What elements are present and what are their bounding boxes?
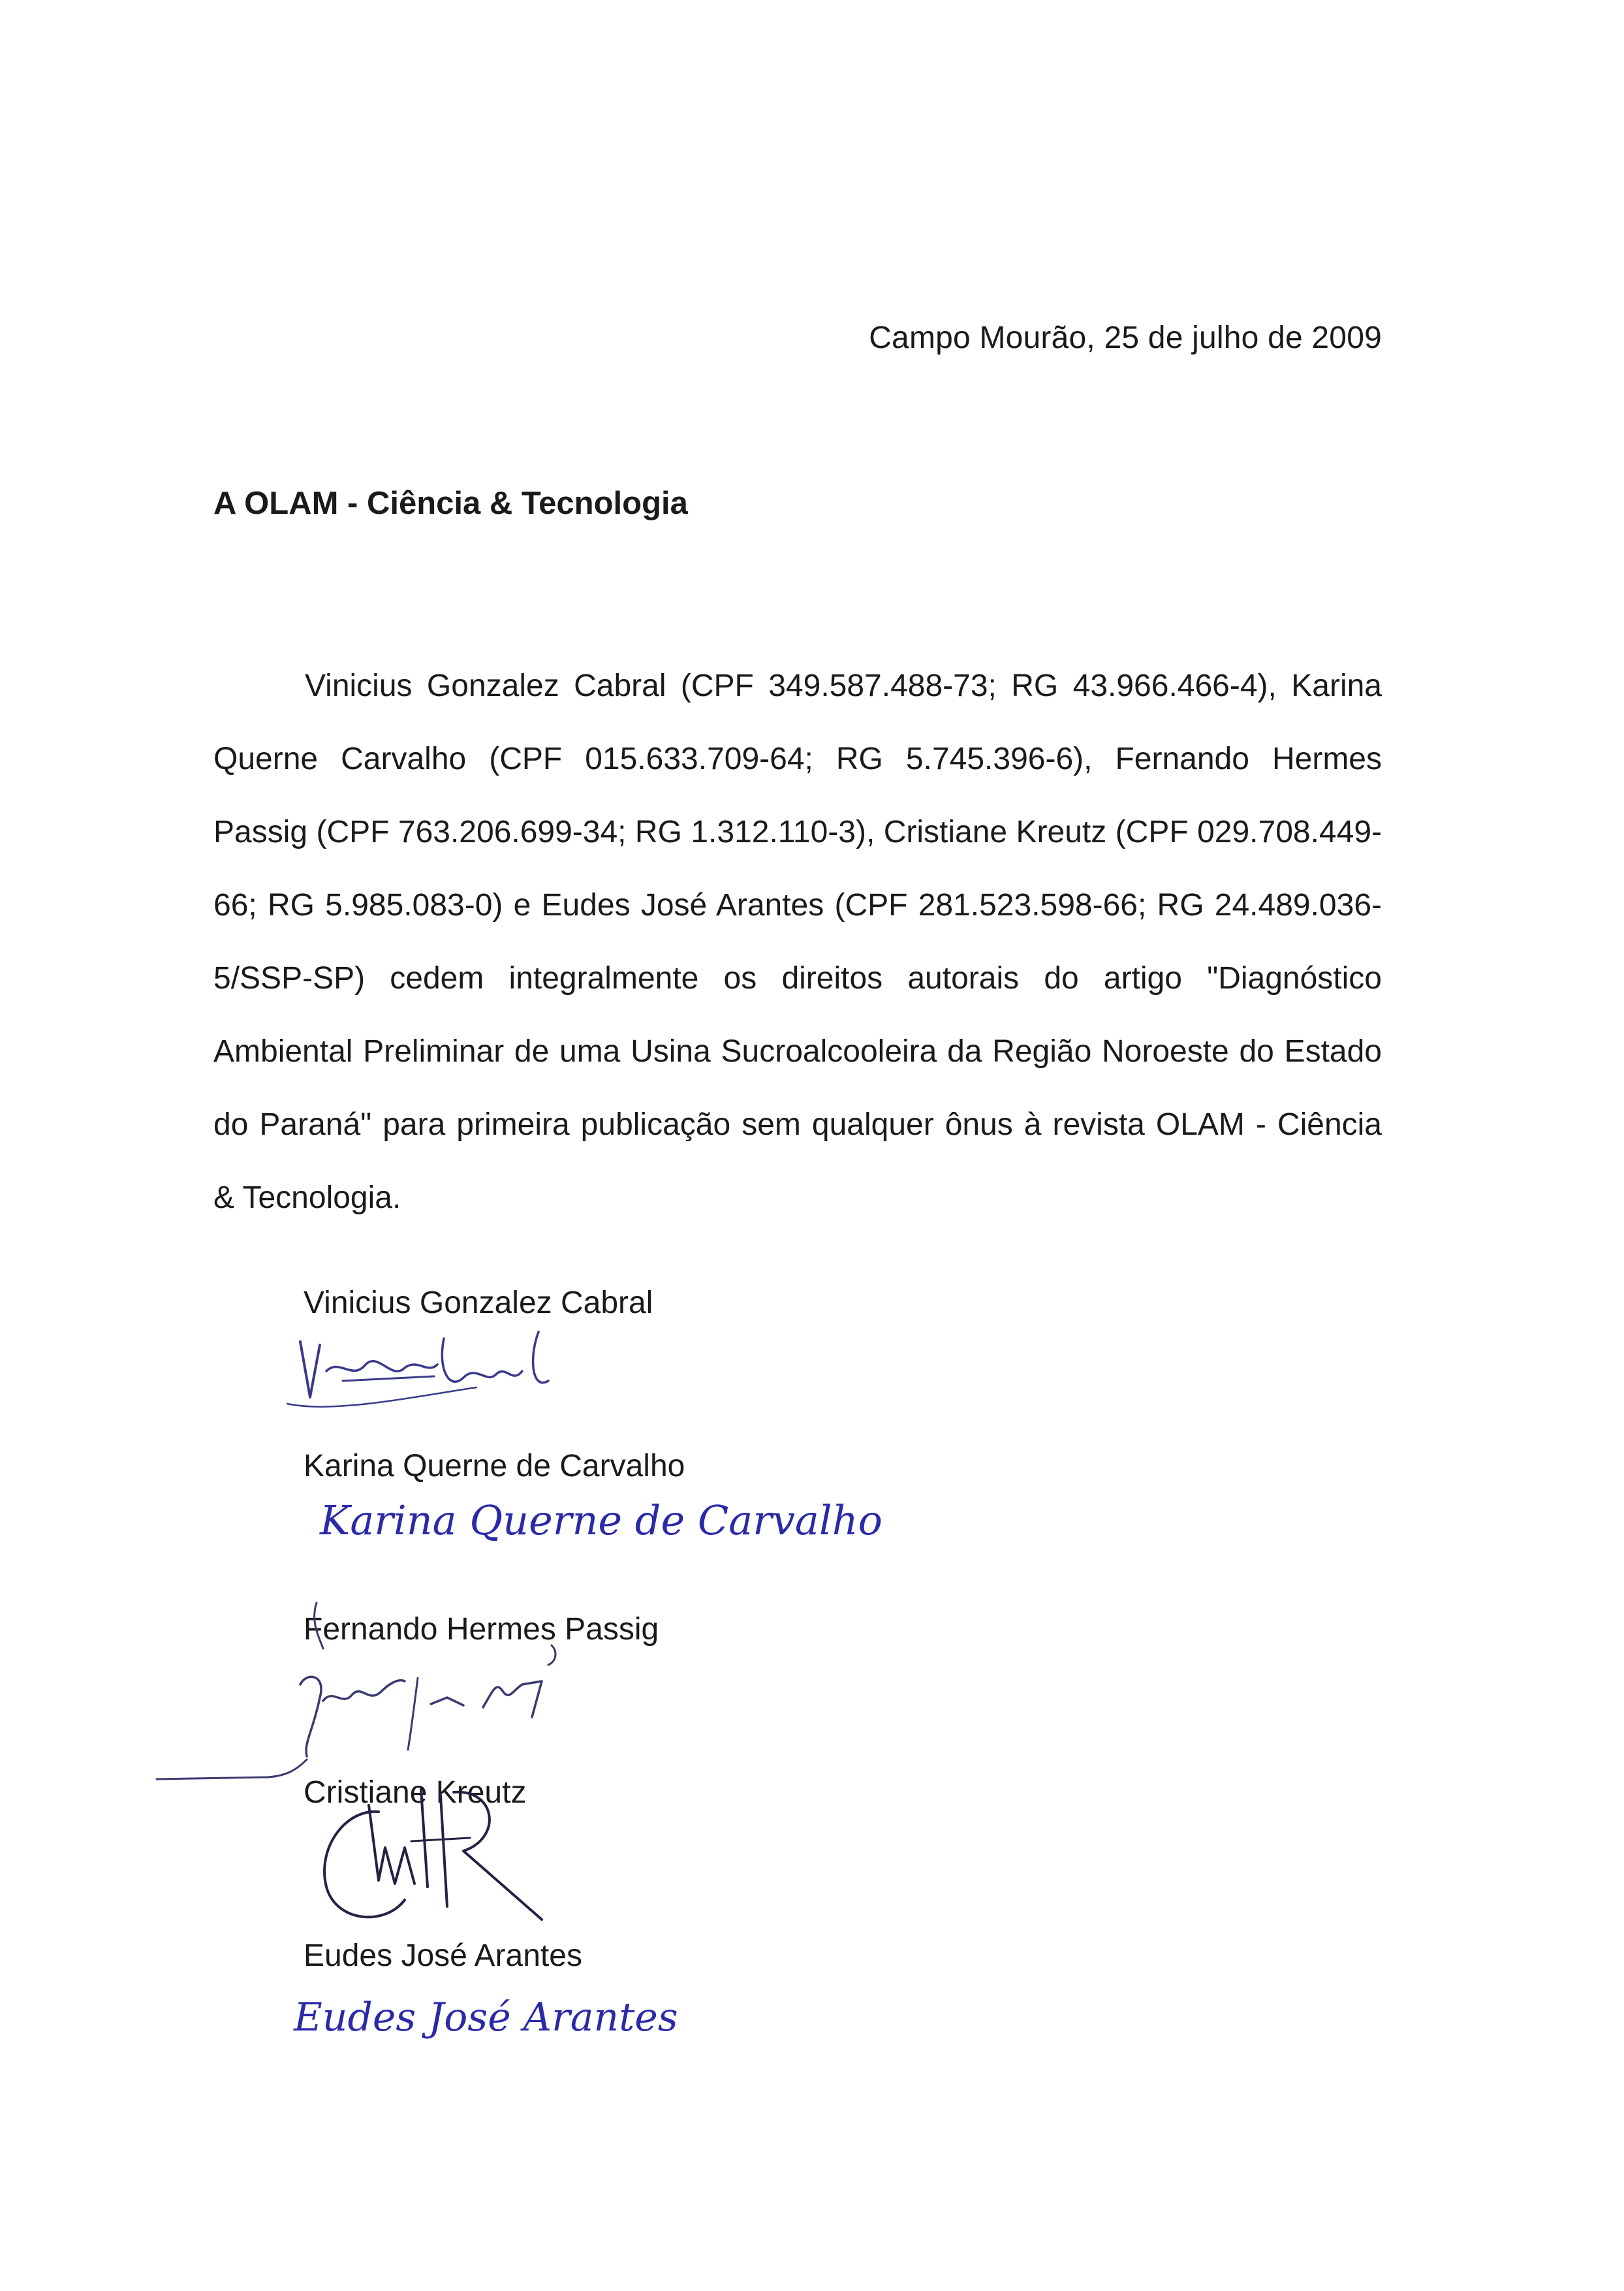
signature-karina-text: Karina Querne de Carvalho (320, 1496, 882, 1544)
signatory-name-5: Eudes José Arantes (304, 1938, 582, 1973)
signature-fernando-icon (157, 1593, 614, 1802)
signature-vinicius-icon (281, 1319, 587, 1417)
signatory-name-2: Karina Querne de Carvalho (304, 1449, 685, 1483)
letter-body: Vinicius Gonzalez Cabral (CPF 349.587.488-73; RG 43.966.466-4), Karina Querne Carvalho (CPF 015.633.709-64; RG 5.745.396-6), Fernando Hermes Passig (CPF 763.206.699-34; RG 1.312.110-3), Cristiane Kreutz (CPF 029.708.449-66; RG 5.985.083-0) e Eudes José Arantes (CPF 281.523.598-66; RG 24.489.036-5/SSP-SP) cedem integralmente os direitos autorais do artigo "Diagnóstico Ambiental Preliminar de uma Usina Sucroalcooleira da Região Noroeste do Estado do Paraná" para primeira publicação sem qualquer ônus à revista OLAM - Ciência & Tecnologia. (213, 669, 1382, 1215)
date-line: Campo Mourão, 25 de julho de 2009 (869, 321, 1382, 355)
signature-eudes-icon (287, 1978, 678, 2057)
signatory-name-4: Cristiane Kreutz (304, 1775, 527, 1810)
signature-eudes-text: Eudes José Arantes (294, 1995, 678, 2040)
signatory-name-3: Fernando Hermes Passig (304, 1612, 659, 1647)
signatory-name-1: Vinicius Gonzalez Cabral (304, 1286, 653, 1320)
signature-cristiane-icon (307, 1776, 587, 1933)
signature-karina-icon (313, 1489, 901, 1560)
addressee: A OLAM - Ciência & Tecnologia (213, 486, 688, 521)
